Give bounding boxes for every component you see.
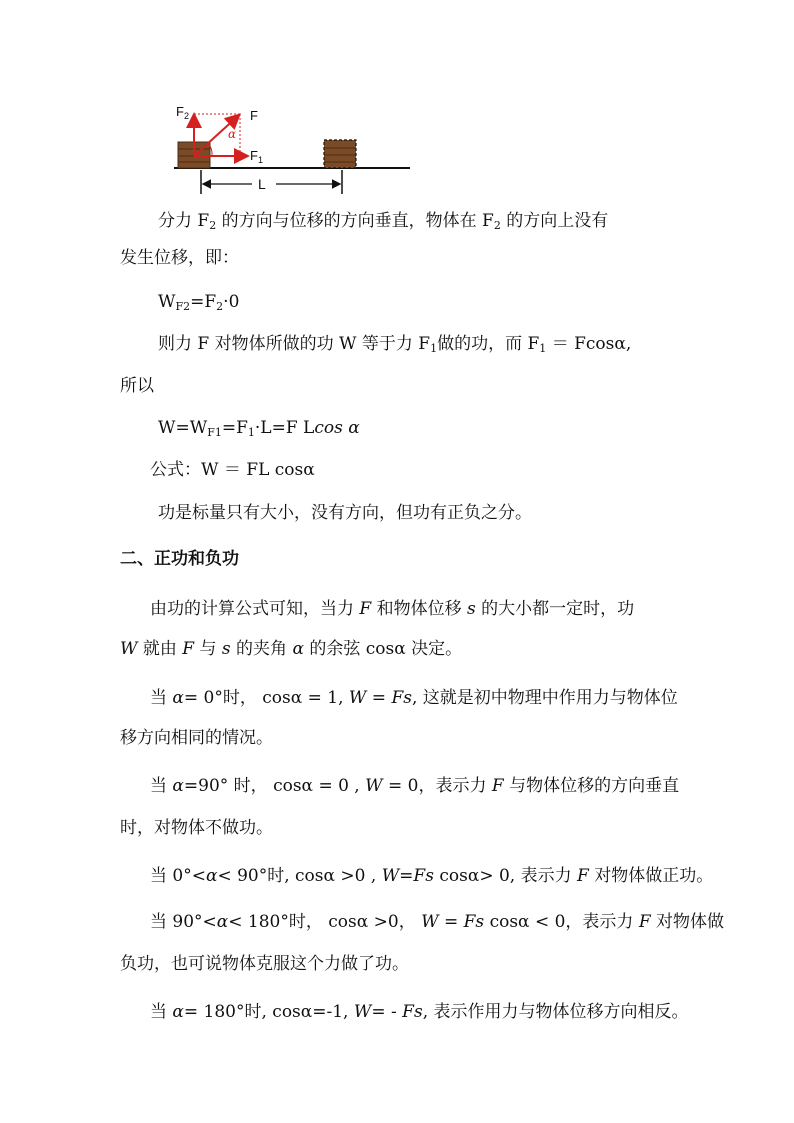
case-acute-angle: 当 0°<α< 90°时, cosα >0 , W=Fs cosα> 0, 表示力 F 对物体做正功。 xyxy=(150,866,714,886)
label-f2: $F_2$ xyxy=(176,104,189,121)
paragraph-f2-cont: 发生位移，即： xyxy=(120,248,239,268)
formula-line: 公式：W ＝ FL cosα xyxy=(150,460,315,480)
equation-w: $W=W_{F1}=F_1\cdot L=F$ Lcos α xyxy=(158,418,360,439)
case-obtuse-angle-cont: 负功，也可说物体克服这个力做了功。 xyxy=(120,954,409,974)
case-zero-degrees-cont: 移方向相同的情况。 xyxy=(120,728,273,748)
label-f: F xyxy=(250,108,258,123)
label-length: L xyxy=(258,176,266,192)
paragraph-intro-cont: W 就由 F 与 s 的夹角 α 的余弦 cosα 决定。 xyxy=(120,639,463,659)
paragraph-f2-perpendicular: 分力 $F_2$ 的方向与位移的方向垂直，物体在 $F_2$ 的方向上没有 xyxy=(158,211,609,232)
paragraph-work-equals: 则力 F 对物体所做的功 W 等于力 $F_1$做的功，而 $F_1 = Fcos\alpha$, xyxy=(158,334,632,355)
force-diagram xyxy=(172,102,412,198)
label-f1: $F_1$ xyxy=(250,148,263,165)
case-ninety-degrees: 当 α=90° 时， cosα = 0 , W = 0，表示力 F 与物体位移的方向垂直 xyxy=(150,776,680,796)
case-zero-degrees: 当 α= 0°时， cosα = 1, W = Fs, 这就是初中物理中作用力与物体位 xyxy=(150,688,678,708)
section-heading: 二、正功和负功 xyxy=(120,549,239,569)
paragraph-so: 所以 xyxy=(120,376,154,396)
case-obtuse-angle: 当 90°<α< 180°时， cosα >0， W = Fs cosα < 0，表示力 F 对物体做 xyxy=(150,912,725,932)
equation-wf2: $W_{F2}=F_2\cdot 0$ xyxy=(158,292,240,313)
label-alpha: α xyxy=(228,127,237,141)
wooden-box-end xyxy=(324,140,356,168)
case-straight-angle: 当 α= 180°时, cosα=-1, W= - Fs, 表示作用力与物体位移方向相反。 xyxy=(150,1002,689,1022)
paragraph-intro: 由功的计算公式可知，当力 F 和物体位移 s 的大小都一定时，功 xyxy=(150,599,635,619)
case-ninety-degrees-cont: 时，对物体不做功。 xyxy=(120,818,273,838)
paragraph-scalar: 功是标量只有大小，没有方向，但功有正负之分。 xyxy=(158,503,532,523)
